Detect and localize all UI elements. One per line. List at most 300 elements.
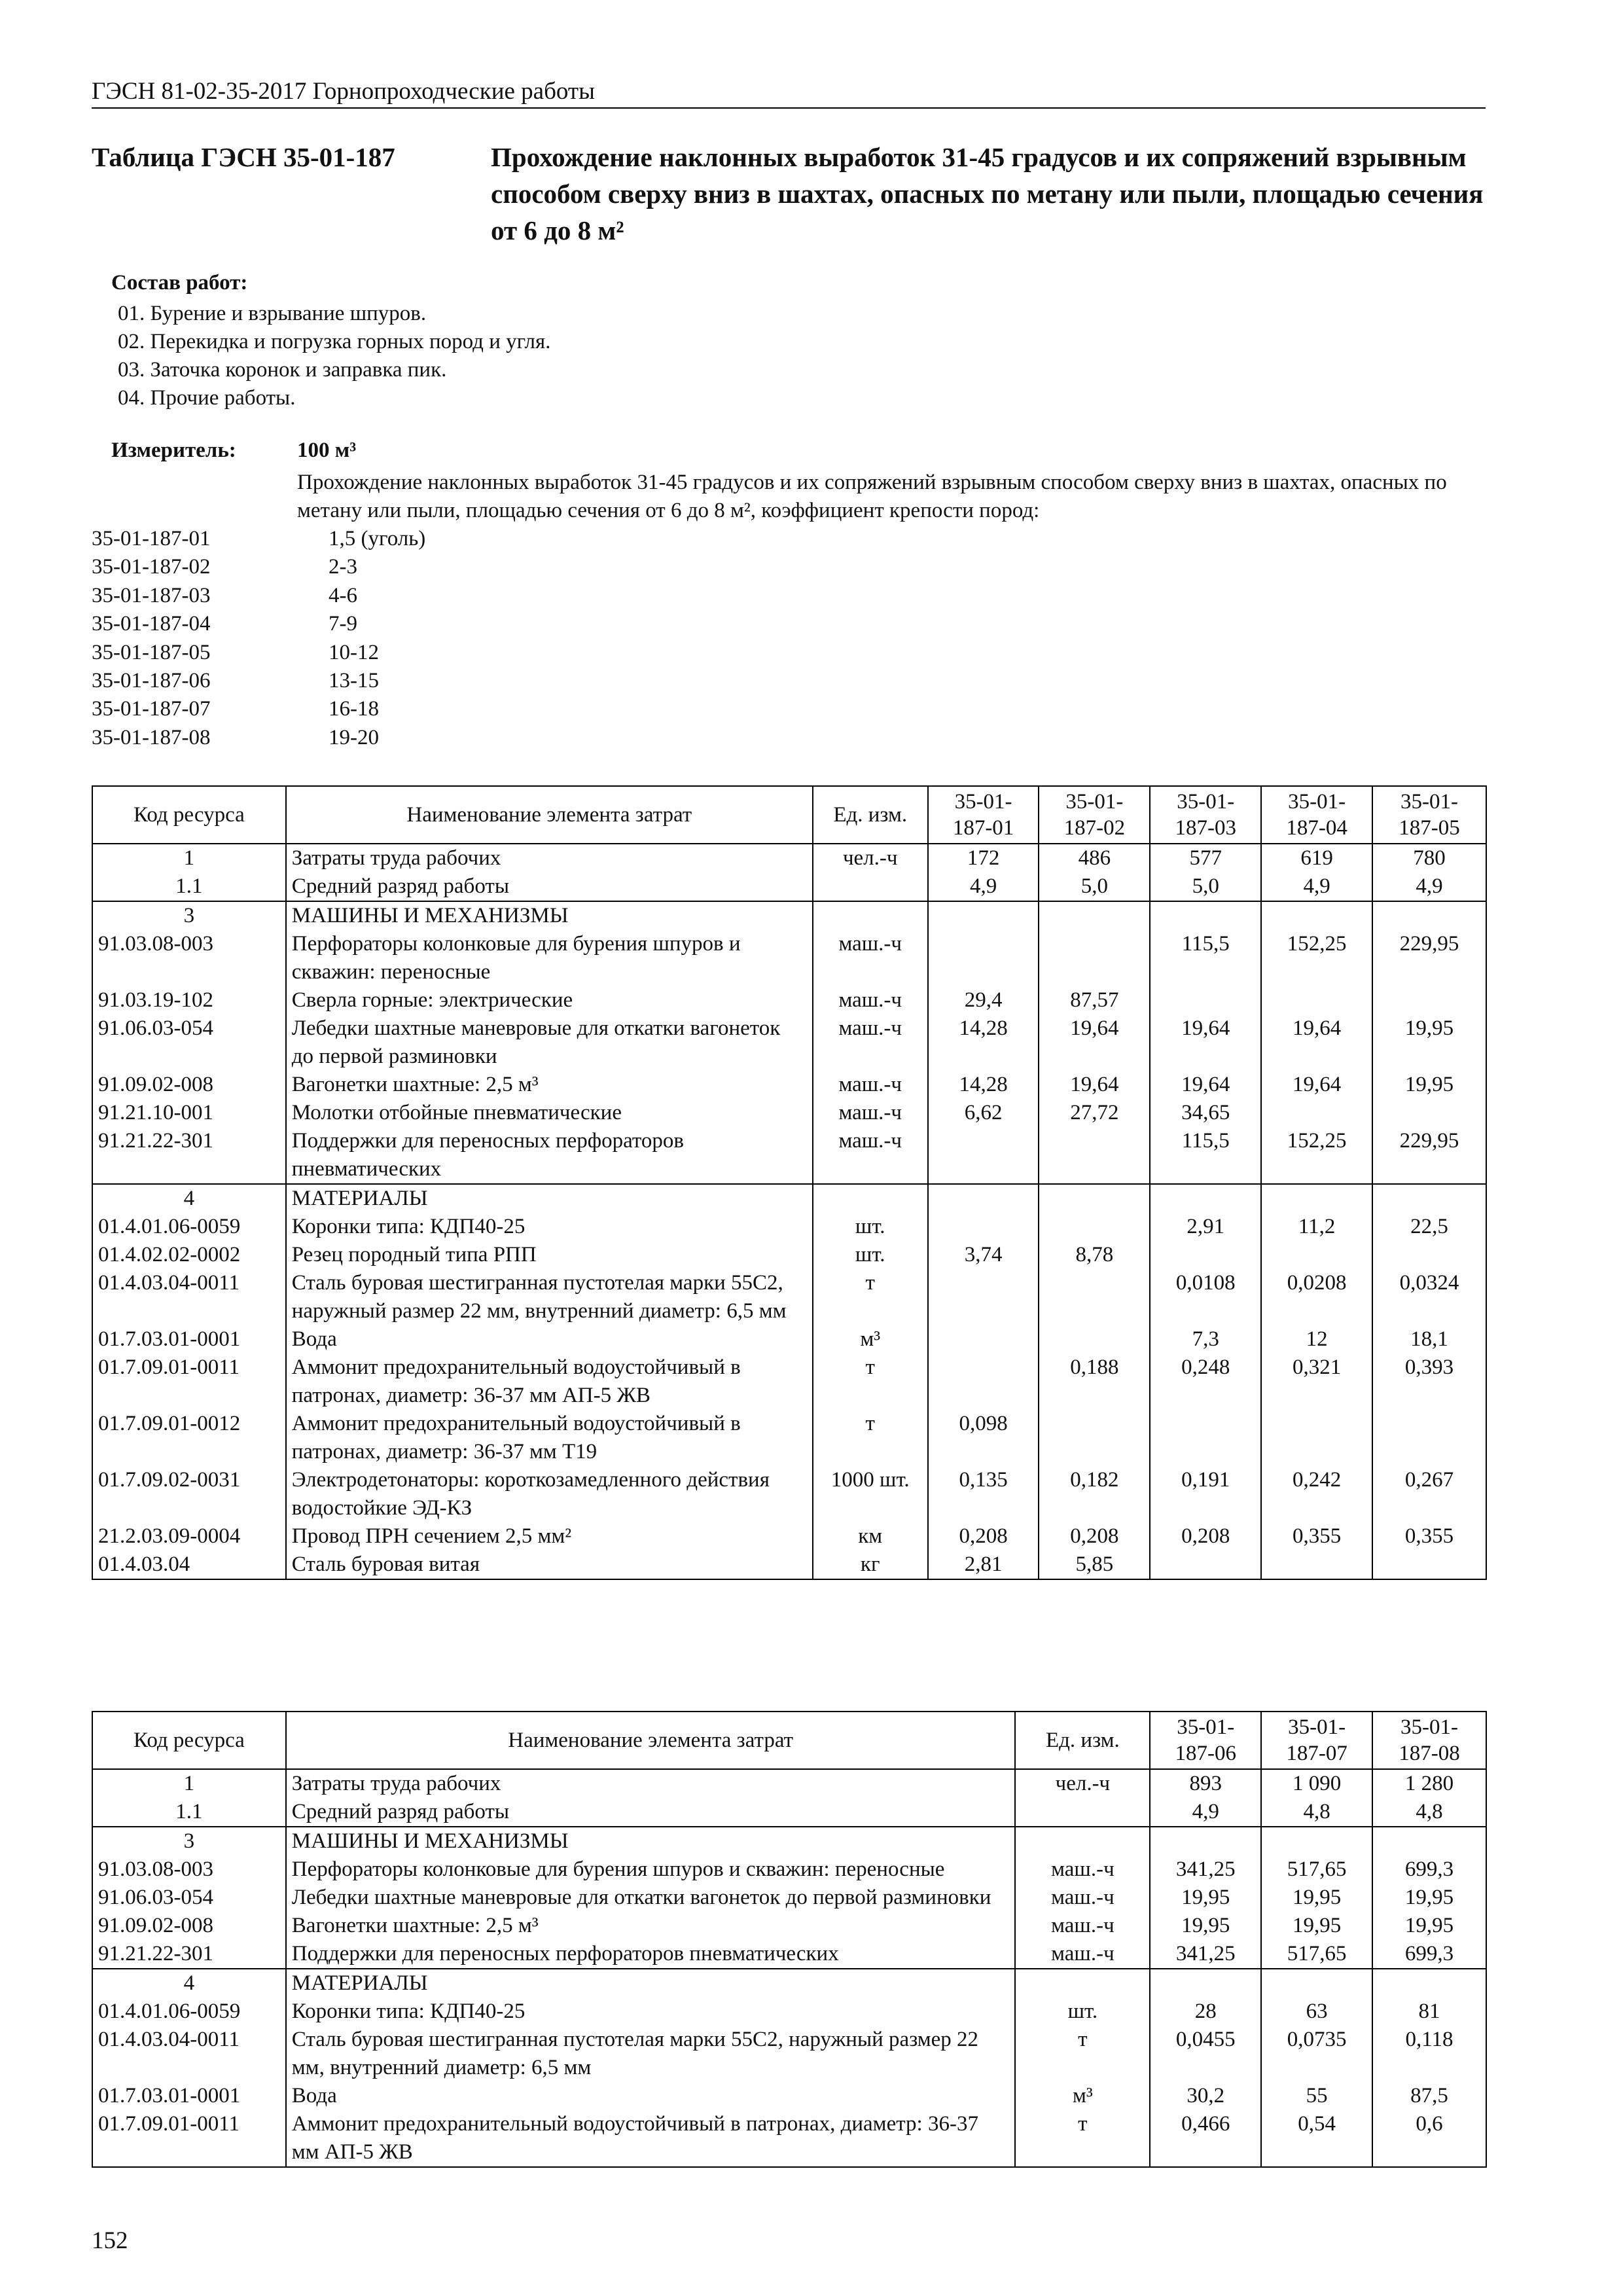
code-row bbox=[92, 667, 425, 695]
resource-name: Поддержки для переносных перфораторов пневматических bbox=[286, 1940, 1016, 1969]
norm-value: 0,0208 bbox=[1261, 1269, 1372, 1325]
table-row bbox=[92, 844, 1486, 872]
code-row bbox=[92, 582, 425, 610]
column-header-norm: 35-01- 187-04 bbox=[1261, 786, 1372, 844]
works-heading: Состав работ: bbox=[111, 271, 248, 295]
norm-value: 1 280 bbox=[1372, 1769, 1486, 1798]
code-value: 7-9 bbox=[329, 612, 357, 636]
norm-value: 517,65 bbox=[1261, 1856, 1372, 1884]
norm-value: 4,9 bbox=[928, 872, 1039, 901]
resource-unit: 1000 шт. bbox=[813, 1466, 928, 1522]
norm-value bbox=[1261, 1184, 1372, 1213]
resource-code: 4 bbox=[92, 1184, 286, 1213]
norm-value: 19,95 bbox=[1261, 1884, 1372, 1912]
norm-value: 19,95 bbox=[1372, 1014, 1486, 1071]
column-header-code: Код ресурса bbox=[92, 1712, 286, 1769]
table-row bbox=[92, 1940, 1486, 1969]
norm-value bbox=[1261, 1551, 1372, 1579]
work-item: 04. Прочие работы. bbox=[118, 386, 296, 410]
resource-unit: чел.-ч bbox=[1015, 1769, 1150, 1798]
norm-value bbox=[1150, 1827, 1261, 1856]
table-row bbox=[92, 1998, 1486, 2026]
code-value: 10-12 bbox=[329, 640, 379, 664]
resource-name: Сталь буровая шестигранная пустотелая марки 55С2, наружный размер 22 мм, внутренний диаметр: 6,5 мм bbox=[286, 1269, 813, 1325]
description: Прохождение наклонных выработок 31-45 градусов и их сопряжений взрывным способом сверху вниз в шахтах, опасных по метану или пыли, площадью сечения от 6 до 8 м², коэффициент крепости пород: bbox=[297, 471, 1447, 522]
resource-name: Сверла горные: электрические bbox=[286, 986, 813, 1014]
table-row bbox=[92, 1969, 1486, 1998]
resource-unit: маш.-ч bbox=[813, 986, 928, 1014]
table-row bbox=[92, 901, 1486, 930]
resource-unit bbox=[813, 901, 928, 930]
norm-value bbox=[1372, 1099, 1486, 1127]
code-value: 13-15 bbox=[329, 669, 379, 693]
norm-value: 19,95 bbox=[1150, 1884, 1261, 1912]
table-row bbox=[92, 1127, 1486, 1184]
norm-value: 0,54 bbox=[1261, 2110, 1372, 2167]
resource-name: Аммонит предохранительный водоустойчивый в патронах, диаметр: 36-37 мм АП-5 ЖВ bbox=[286, 1354, 813, 1410]
norm-value: 229,95 bbox=[1372, 930, 1486, 986]
norm-value: 87,57 bbox=[1039, 986, 1150, 1014]
norm-value bbox=[928, 1213, 1039, 1241]
norm-value bbox=[928, 1354, 1039, 1410]
norm-value: 55 bbox=[1261, 2082, 1372, 2110]
norm-value bbox=[928, 1184, 1039, 1213]
norm-value: 517,65 bbox=[1261, 1940, 1372, 1969]
column-header-norm: 35-01- 187-07 bbox=[1261, 1712, 1372, 1769]
table-row bbox=[92, 1269, 1486, 1325]
resource-name: Вода bbox=[286, 1325, 813, 1354]
norm-value: 0,191 bbox=[1150, 1466, 1261, 1522]
norm-value: 0,0455 bbox=[1150, 2026, 1261, 2082]
code-value: 4-6 bbox=[329, 583, 357, 607]
norm-value bbox=[1150, 1551, 1261, 1579]
resource-name: Молотки отбойные пневматические bbox=[286, 1099, 813, 1127]
resource-unit: маш.-ч bbox=[1015, 1940, 1150, 1969]
code: 35-01-187-04 bbox=[92, 612, 211, 636]
resource-name: Сталь буровая шестигранная пустотелая марки 55С2, наружный размер 22 мм, внутренний диаметр: 6,5 мм bbox=[286, 2026, 1016, 2082]
resource-code: 91.09.02-008 bbox=[92, 1912, 286, 1940]
norm-value: 0,393 bbox=[1372, 1354, 1486, 1410]
norm-value: 63 bbox=[1261, 1998, 1372, 2026]
norm-value bbox=[1261, 1099, 1372, 1127]
norm-value bbox=[1039, 1325, 1150, 1354]
norm-value: 341,25 bbox=[1150, 1856, 1261, 1884]
code-row bbox=[92, 525, 425, 553]
column-header-norm: 35-01- 187-03 bbox=[1150, 786, 1261, 844]
norm-value: 87,5 bbox=[1372, 2082, 1486, 2110]
norm-value bbox=[1261, 1827, 1372, 1856]
table-row bbox=[92, 1551, 1486, 1579]
code-value: 19-20 bbox=[329, 725, 379, 749]
norm-value: 699,3 bbox=[1372, 1940, 1486, 1969]
norm-value: 7,3 bbox=[1150, 1325, 1261, 1354]
resource-code: 91.21.10-001 bbox=[92, 1099, 286, 1127]
resource-code: 1 bbox=[92, 1769, 286, 1798]
column-header-norm: 35-01- 187-01 bbox=[928, 786, 1039, 844]
code-row bbox=[92, 610, 425, 638]
resource-name: Резец породный типа РПП bbox=[286, 1241, 813, 1269]
norm-value: 11,2 bbox=[1261, 1213, 1372, 1241]
norm-value: 19,64 bbox=[1150, 1014, 1261, 1071]
norm-value: 34,65 bbox=[1150, 1099, 1261, 1127]
table-row bbox=[92, 1099, 1486, 1127]
code: 35-01-187-02 bbox=[92, 555, 211, 579]
resource-name: Перфораторы колонковые для бурения шпуров и скважин: переносные bbox=[286, 1856, 1016, 1884]
column-header-code: Код ресурса bbox=[92, 786, 286, 844]
resource-code: 3 bbox=[92, 901, 286, 930]
norm-value: 0,135 bbox=[928, 1466, 1039, 1522]
norm-value bbox=[1372, 1551, 1486, 1579]
norm-value: 486 bbox=[1039, 844, 1150, 872]
norm-value bbox=[1372, 1969, 1486, 1998]
resource-unit: шт. bbox=[1015, 1998, 1150, 2026]
resource-code: 91.03.08-003 bbox=[92, 930, 286, 986]
norm-value: 0,098 bbox=[928, 1410, 1039, 1466]
resource-unit: т bbox=[1015, 2026, 1150, 2082]
norm-value: 14,28 bbox=[928, 1014, 1039, 1071]
resource-unit: т bbox=[813, 1269, 928, 1325]
code: 35-01-187-07 bbox=[92, 697, 211, 721]
code-value: 1,5 (уголь) bbox=[329, 527, 426, 550]
norm-value: 229,95 bbox=[1372, 1127, 1486, 1184]
code: 35-01-187-06 bbox=[92, 669, 211, 693]
resource-name: Коронки типа: КДП40-25 bbox=[286, 1213, 813, 1241]
table-row bbox=[92, 1410, 1486, 1466]
norm-value: 0,321 bbox=[1261, 1354, 1372, 1410]
resource-unit: кг bbox=[813, 1551, 928, 1579]
resource-unit bbox=[1015, 1969, 1150, 1998]
resource-unit: маш.-ч bbox=[813, 1071, 928, 1099]
norm-value bbox=[1372, 986, 1486, 1014]
work-item: 02. Перекидка и погрузка горных пород и угля. bbox=[118, 330, 551, 353]
norm-value: 0,248 bbox=[1150, 1354, 1261, 1410]
norm-value bbox=[1039, 930, 1150, 986]
norm-value: 2,91 bbox=[1150, 1213, 1261, 1241]
table-row bbox=[92, 1014, 1486, 1071]
works-list bbox=[118, 300, 550, 412]
code-row bbox=[92, 639, 425, 667]
norm-value: 18,1 bbox=[1372, 1325, 1486, 1354]
norm-value bbox=[1039, 901, 1150, 930]
norm-value bbox=[928, 1269, 1039, 1325]
norm-value: 2,81 bbox=[928, 1551, 1039, 1579]
norm-value: 152,25 bbox=[1261, 930, 1372, 986]
resource-name: Аммонит предохранительный водоустойчивый в патронах, диаметр: 36-37 мм Т19 bbox=[286, 1410, 813, 1466]
resource-unit bbox=[813, 1184, 928, 1213]
resource-code: 01.7.09.01-0012 bbox=[92, 1410, 286, 1466]
resource-name: Лебедки шахтные маневровые для откатки вагонеток до первой разминовки bbox=[286, 1014, 813, 1071]
resource-name: Затраты труда рабочих bbox=[286, 1769, 1016, 1798]
resource-code: 1.1 bbox=[92, 872, 286, 901]
table-row bbox=[92, 1325, 1486, 1354]
resource-unit: чел.-ч bbox=[813, 844, 928, 872]
meter-label: Измеритель: bbox=[111, 439, 236, 462]
resource-code: 01.7.03.01-0001 bbox=[92, 2082, 286, 2110]
table-row bbox=[92, 2082, 1486, 2110]
table-row bbox=[92, 1912, 1486, 1940]
norm-value: 5,0 bbox=[1039, 872, 1150, 901]
norm-value: 0,466 bbox=[1150, 2110, 1261, 2167]
resource-code: 91.21.22-301 bbox=[92, 1127, 286, 1184]
norm-value: 341,25 bbox=[1150, 1940, 1261, 1969]
norm-value: 172 bbox=[928, 844, 1039, 872]
norm-value: 4,9 bbox=[1261, 872, 1372, 901]
norm-value: 81 bbox=[1372, 1998, 1486, 2026]
resource-name: МАШИНЫ И МЕХАНИЗМЫ bbox=[286, 1827, 1016, 1856]
norm-value: 19,95 bbox=[1150, 1912, 1261, 1940]
resource-code: 91.03.19-102 bbox=[92, 986, 286, 1014]
resource-name: Лебедки шахтные маневровые для откатки вагонеток до первой разминовки bbox=[286, 1884, 1016, 1912]
resource-code: 01.4.02.02-0002 bbox=[92, 1241, 286, 1269]
resource-unit bbox=[813, 872, 928, 901]
resource-name: Сталь буровая витая bbox=[286, 1551, 813, 1579]
resource-code: 91.21.22-301 bbox=[92, 1940, 286, 1969]
norm-value: 5,0 bbox=[1150, 872, 1261, 901]
table-row bbox=[92, 1241, 1486, 1269]
resource-unit: т bbox=[1015, 2110, 1150, 2167]
resource-unit bbox=[1015, 1798, 1150, 1827]
column-header-name: Наименование элемента затрат bbox=[286, 786, 813, 844]
norm-value: 577 bbox=[1150, 844, 1261, 872]
resource-code: 01.4.01.06-0059 bbox=[92, 1998, 286, 2026]
resource-name: МАШИНЫ И МЕХАНИЗМЫ bbox=[286, 901, 813, 930]
resource-code: 21.2.03.09-0004 bbox=[92, 1522, 286, 1551]
table-row bbox=[92, 1884, 1486, 1912]
resource-unit bbox=[1015, 1827, 1150, 1856]
norm-value bbox=[1150, 1241, 1261, 1269]
norm-value bbox=[1372, 1241, 1486, 1269]
resources-table-2 bbox=[92, 1711, 1487, 2168]
norm-value: 0,208 bbox=[928, 1522, 1039, 1551]
table-row bbox=[92, 986, 1486, 1014]
code: 35-01-187-08 bbox=[92, 725, 211, 749]
table-row bbox=[92, 1769, 1486, 1798]
norm-value bbox=[928, 930, 1039, 986]
resource-code: 01.4.01.06-0059 bbox=[92, 1213, 286, 1241]
norm-value: 0,118 bbox=[1372, 2026, 1486, 2082]
norm-value: 19,95 bbox=[1372, 1884, 1486, 1912]
norm-value: 12 bbox=[1261, 1325, 1372, 1354]
norm-value bbox=[928, 901, 1039, 930]
column-header-name: Наименование элемента затрат bbox=[286, 1712, 1016, 1769]
table-row bbox=[92, 1184, 1486, 1213]
resource-unit: т bbox=[813, 1354, 928, 1410]
table-row bbox=[92, 872, 1486, 901]
resource-code: 3 bbox=[92, 1827, 286, 1856]
table-row bbox=[92, 1522, 1486, 1551]
norm-value: 4,9 bbox=[1372, 872, 1486, 901]
norm-value: 19,64 bbox=[1261, 1014, 1372, 1071]
code-row bbox=[92, 724, 425, 752]
table-row bbox=[92, 1213, 1486, 1241]
norm-value: 0,188 bbox=[1039, 1354, 1150, 1410]
table-row bbox=[92, 1466, 1486, 1522]
table-id: Таблица ГЭСН 35-01-187 bbox=[92, 142, 395, 172]
norm-value: 28 bbox=[1150, 1998, 1261, 2026]
code-value: 2-3 bbox=[329, 555, 357, 579]
norm-value: 19,64 bbox=[1039, 1071, 1150, 1099]
norm-value: 893 bbox=[1150, 1769, 1261, 1798]
table-row bbox=[92, 2110, 1486, 2167]
resource-code: 01.4.03.04-0011 bbox=[92, 1269, 286, 1325]
norm-value bbox=[1372, 1827, 1486, 1856]
resource-code: 91.09.02-008 bbox=[92, 1071, 286, 1099]
table-row bbox=[92, 1798, 1486, 1827]
resource-code: 01.4.03.04-0011 bbox=[92, 2026, 286, 2082]
norm-value bbox=[1039, 1410, 1150, 1466]
resource-unit: маш.-ч bbox=[1015, 1856, 1150, 1884]
resource-code: 91.06.03-054 bbox=[92, 1884, 286, 1912]
code: 35-01-187-03 bbox=[92, 583, 211, 607]
meter-value: 100 м³ bbox=[297, 439, 357, 462]
resource-name: МАТЕРИАЛЫ bbox=[286, 1969, 1016, 1998]
resource-code: 4 bbox=[92, 1969, 286, 1998]
norm-value: 780 bbox=[1372, 844, 1486, 872]
norm-value bbox=[1261, 1241, 1372, 1269]
norm-value bbox=[1150, 1410, 1261, 1466]
resource-unit: маш.-ч bbox=[813, 930, 928, 986]
norm-value: 19,95 bbox=[1372, 1071, 1486, 1099]
norm-value: 115,5 bbox=[1150, 930, 1261, 986]
table-row bbox=[92, 1354, 1486, 1410]
norm-value: 19,95 bbox=[1261, 1912, 1372, 1940]
code: 35-01-187-01 bbox=[92, 527, 211, 550]
norm-value: 30,2 bbox=[1150, 2082, 1261, 2110]
norm-value: 19,64 bbox=[1039, 1014, 1150, 1071]
column-header-norm: 35-01- 187-05 bbox=[1372, 786, 1486, 844]
norm-value bbox=[1261, 986, 1372, 1014]
table-row bbox=[92, 930, 1486, 986]
norm-value: 14,28 bbox=[928, 1071, 1039, 1099]
norm-value bbox=[928, 1127, 1039, 1184]
resource-code: 1.1 bbox=[92, 1798, 286, 1827]
norm-value: 0,0735 bbox=[1261, 2026, 1372, 2082]
table-row bbox=[92, 1071, 1486, 1099]
column-header-norm: 35-01- 187-08 bbox=[1372, 1712, 1486, 1769]
resource-unit: т bbox=[813, 1410, 928, 1466]
norm-value: 0,0324 bbox=[1372, 1269, 1486, 1325]
code-row bbox=[92, 695, 425, 723]
norm-value: 699,3 bbox=[1372, 1856, 1486, 1884]
resource-unit: м³ bbox=[813, 1325, 928, 1354]
page-number: 152 bbox=[92, 2227, 128, 2254]
resource-name: Аммонит предохранительный водоустойчивый в патронах, диаметр: 36-37 мм АП-5 ЖВ bbox=[286, 2110, 1016, 2167]
column-header-unit: Ед. изм. bbox=[1015, 1712, 1150, 1769]
resource-unit: маш.-ч bbox=[813, 1014, 928, 1071]
table-row bbox=[92, 1856, 1486, 1884]
norm-value: 3,74 bbox=[928, 1241, 1039, 1269]
resource-unit: м³ bbox=[1015, 2082, 1150, 2110]
resource-name: Средний разряд работы bbox=[286, 872, 813, 901]
norm-value: 6,62 bbox=[928, 1099, 1039, 1127]
norm-value bbox=[1372, 1184, 1486, 1213]
resource-name: Провод ПРН сечением 2,5 мм² bbox=[286, 1522, 813, 1551]
norm-value: 27,72 bbox=[1039, 1099, 1150, 1127]
resource-unit: маш.-ч bbox=[1015, 1912, 1150, 1940]
norm-value: 0,355 bbox=[1261, 1522, 1372, 1551]
table-row bbox=[92, 2026, 1486, 2082]
column-header-unit: Ед. изм. bbox=[813, 786, 928, 844]
norm-value: 8,78 bbox=[1039, 1241, 1150, 1269]
norm-value bbox=[1039, 1184, 1150, 1213]
norm-value bbox=[1261, 1969, 1372, 1998]
norm-value bbox=[1150, 1969, 1261, 1998]
resource-name: Электродетонаторы: короткозамедленного действия водостойкие ЭД-КЗ bbox=[286, 1466, 813, 1522]
norm-value: 22,5 bbox=[1372, 1213, 1486, 1241]
code-list bbox=[92, 525, 425, 752]
norm-value: 4,9 bbox=[1150, 1798, 1261, 1827]
norm-value: 0,355 bbox=[1372, 1522, 1486, 1551]
norm-value bbox=[1261, 901, 1372, 930]
norm-value: 1 090 bbox=[1261, 1769, 1372, 1798]
column-header-norm: 35-01- 187-06 bbox=[1150, 1712, 1261, 1769]
norm-value bbox=[1150, 1184, 1261, 1213]
norm-value bbox=[1372, 1410, 1486, 1466]
norm-value: 4,8 bbox=[1261, 1798, 1372, 1827]
table-title: Прохождение наклонных выработок 31-45 градусов и их сопряжений взрывным способом сверху вниз в шахтах, опасных по метану или пыли, площадью сечения от 6 до 8 м² bbox=[491, 142, 1484, 245]
code: 35-01-187-05 bbox=[92, 640, 211, 664]
resource-name: Коронки типа: КДП40-25 bbox=[286, 1998, 1016, 2026]
norm-value bbox=[1372, 901, 1486, 930]
norm-value bbox=[1150, 901, 1261, 930]
resource-unit: маш.-ч bbox=[813, 1099, 928, 1127]
norm-value: 0,208 bbox=[1039, 1522, 1150, 1551]
norm-value: 0,267 bbox=[1372, 1466, 1486, 1522]
column-header-norm: 35-01- 187-02 bbox=[1039, 786, 1150, 844]
resource-name: Перфораторы колонковые для бурения шпуров и скважин: переносные bbox=[286, 930, 813, 986]
resource-name: Вагонетки шахтные: 2,5 м³ bbox=[286, 1912, 1016, 1940]
norm-value: 4,8 bbox=[1372, 1798, 1486, 1827]
norm-value: 19,64 bbox=[1261, 1071, 1372, 1099]
resource-name: Затраты труда рабочих bbox=[286, 844, 813, 872]
norm-value bbox=[1261, 1410, 1372, 1466]
norm-value: 115,5 bbox=[1150, 1127, 1261, 1184]
work-item: 03. Заточка коронок и заправка пик. bbox=[118, 358, 447, 382]
resource-unit: шт. bbox=[813, 1241, 928, 1269]
norm-value: 0,208 bbox=[1150, 1522, 1261, 1551]
resource-code: 01.7.09.01-0011 bbox=[92, 1354, 286, 1410]
norm-value: 0,242 bbox=[1261, 1466, 1372, 1522]
norm-value bbox=[1039, 1127, 1150, 1184]
norm-value: 0,182 bbox=[1039, 1466, 1150, 1522]
resources-table-1 bbox=[92, 785, 1487, 1580]
table-row bbox=[92, 1827, 1486, 1856]
norm-value: 152,25 bbox=[1261, 1127, 1372, 1184]
norm-value bbox=[928, 1325, 1039, 1354]
norm-value bbox=[1150, 986, 1261, 1014]
norm-value: 0,0108 bbox=[1150, 1269, 1261, 1325]
resource-code: 1 bbox=[92, 844, 286, 872]
running-header: ГЭСН 81-02-35-2017 Горнопроходческие работы bbox=[92, 77, 1486, 109]
norm-value: 29,4 bbox=[928, 986, 1039, 1014]
resource-unit: маш.-ч bbox=[1015, 1884, 1150, 1912]
resource-code: 01.7.09.02-0031 bbox=[92, 1466, 286, 1522]
code-value: 16-18 bbox=[329, 697, 379, 721]
resource-code: 91.03.08-003 bbox=[92, 1856, 286, 1884]
resource-name: Средний разряд работы bbox=[286, 1798, 1016, 1827]
resource-name: Вода bbox=[286, 2082, 1016, 2110]
resource-code: 01.4.03.04 bbox=[92, 1551, 286, 1579]
resource-name: Поддержки для переносных перфораторов пневматических bbox=[286, 1127, 813, 1184]
resource-unit: маш.-ч bbox=[813, 1127, 928, 1184]
work-item: 01. Бурение и взрывание шпуров. bbox=[118, 302, 427, 325]
code-row bbox=[92, 553, 425, 581]
norm-value: 0,6 bbox=[1372, 2110, 1486, 2167]
resource-name: Вагонетки шахтные: 2,5 м³ bbox=[286, 1071, 813, 1099]
norm-value bbox=[1039, 1213, 1150, 1241]
norm-value: 19,64 bbox=[1150, 1071, 1261, 1099]
resource-code: 01.7.09.01-0011 bbox=[92, 2110, 286, 2167]
